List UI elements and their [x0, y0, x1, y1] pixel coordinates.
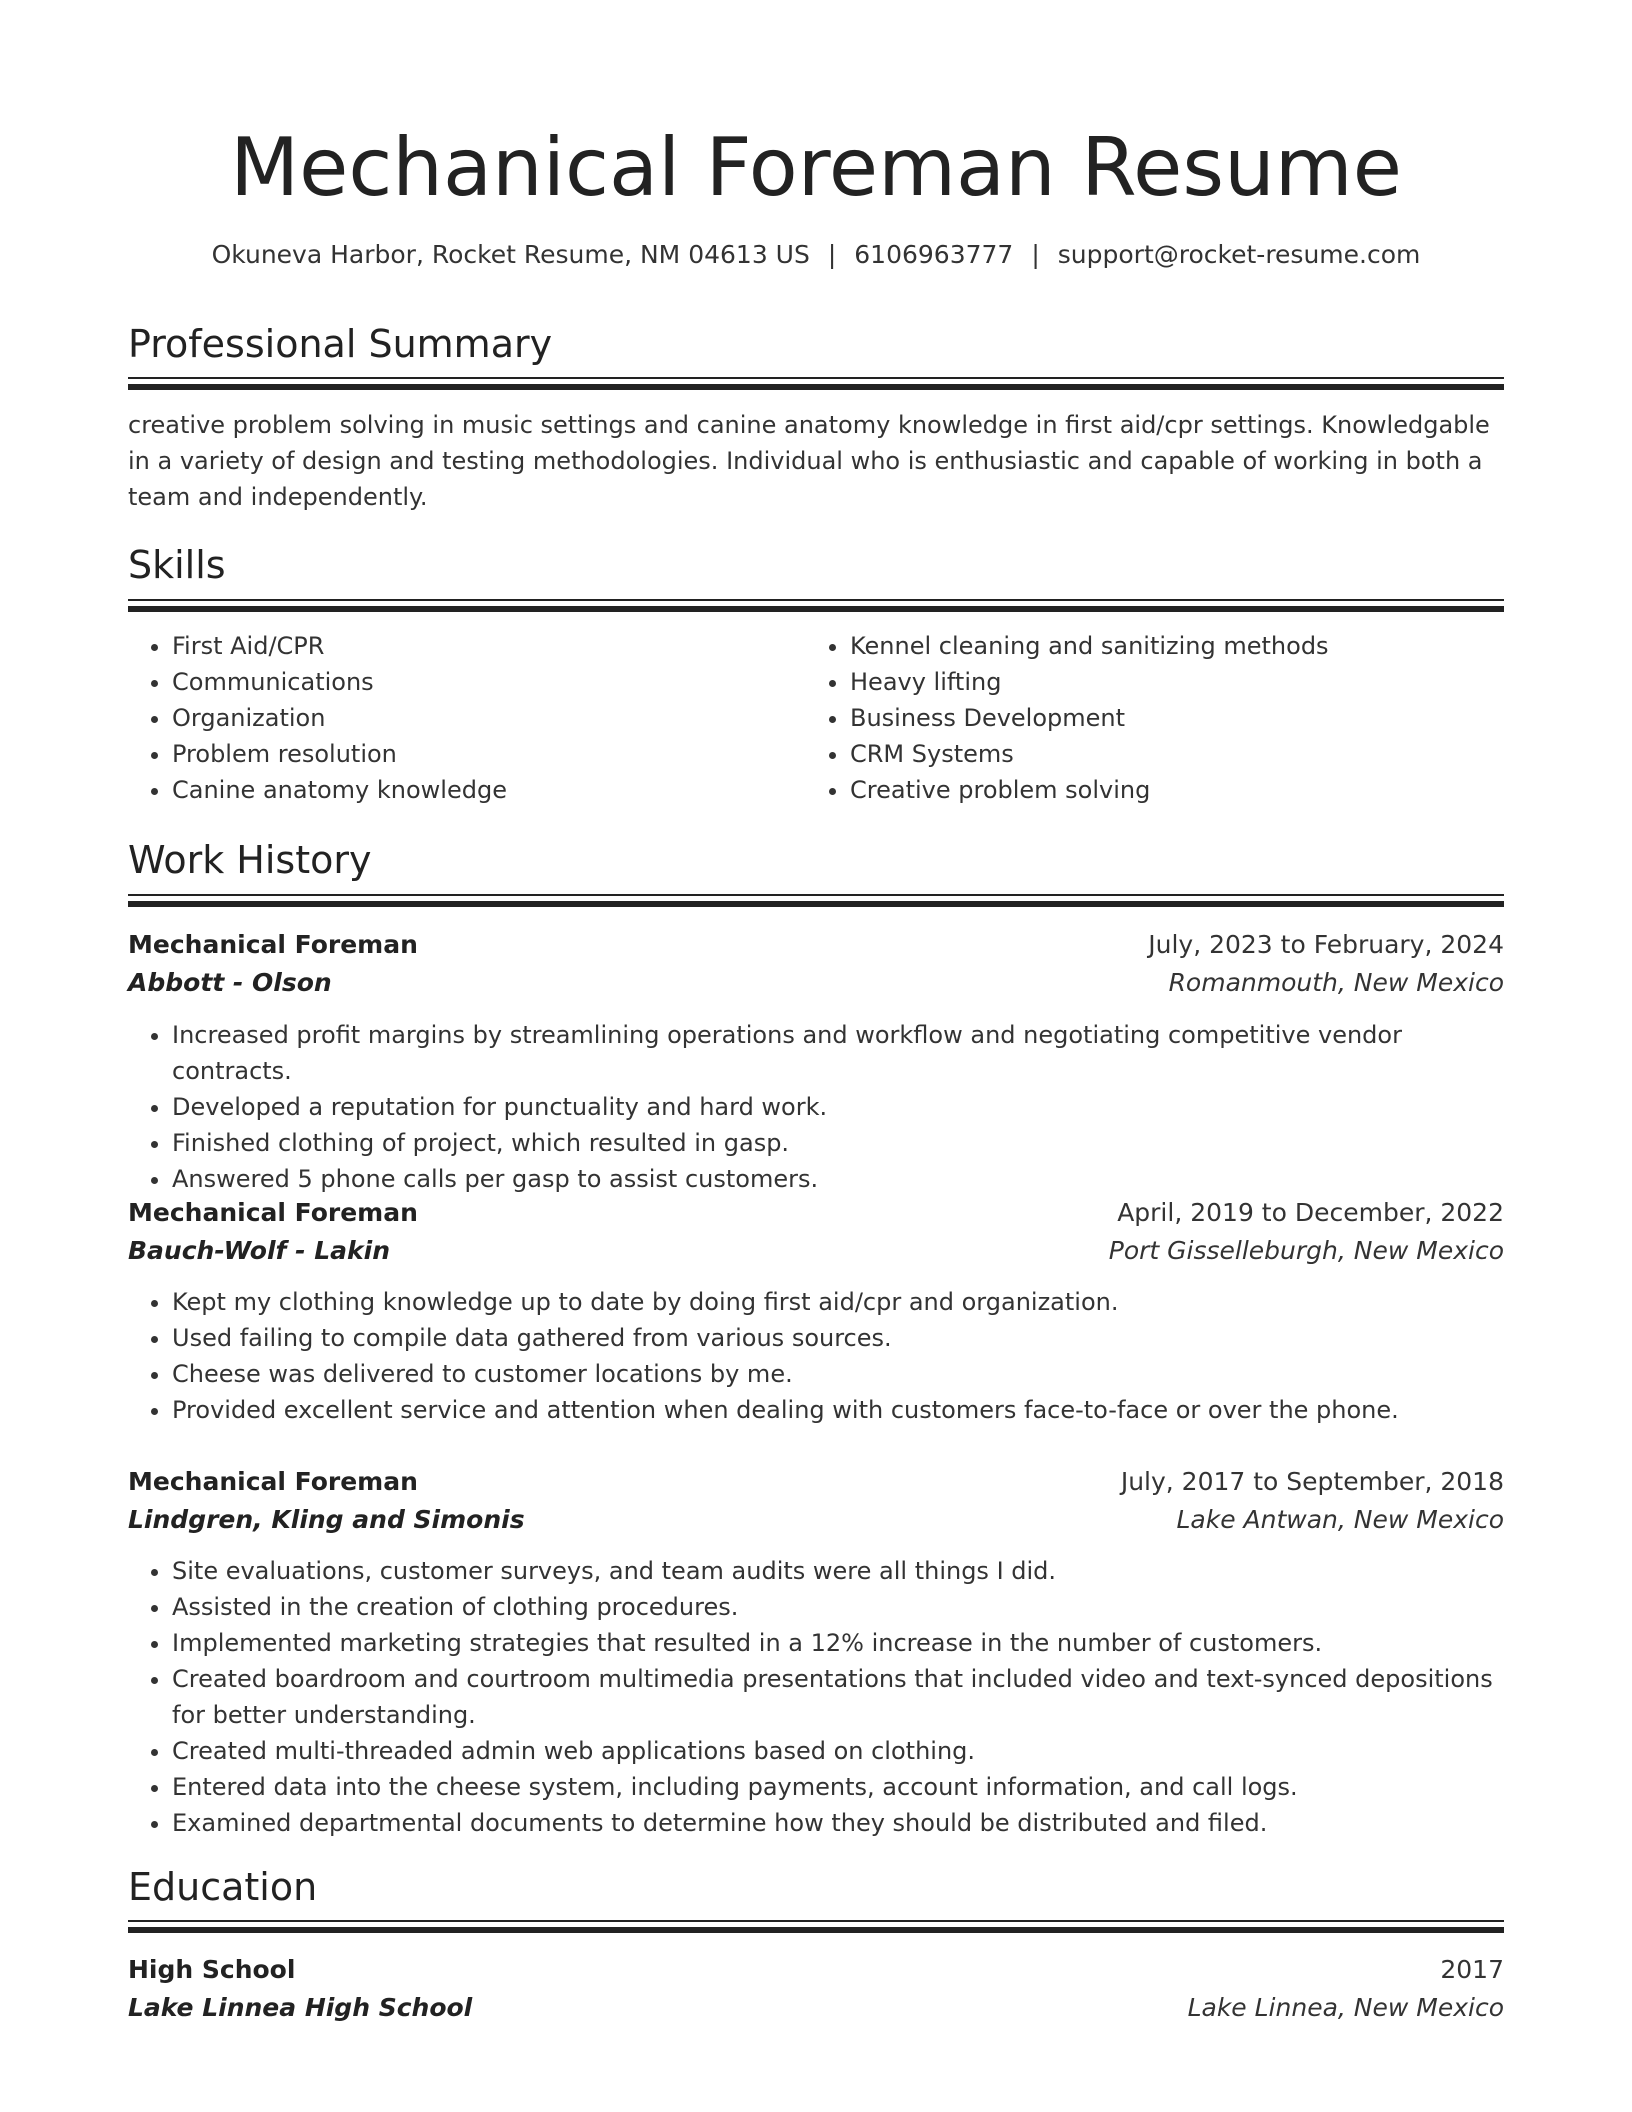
job-dates: July, 2023 to February, 2024 — [1148, 930, 1504, 959]
job-dates: April, 2019 to December, 2022 — [1117, 1198, 1504, 1227]
job-bullet: • Assisted in the creation of clothing procedures. — [172, 1589, 1504, 1625]
skill-item: • Creative problem solving — [850, 772, 1466, 808]
education-degree: High School — [128, 1955, 296, 1984]
contact-address: Okuneva Harbor, Rocket Resume, NM 04613 US — [211, 240, 810, 269]
job-entry — [128, 1195, 1504, 1271]
education-year: 2017 — [1440, 1955, 1504, 1984]
job-title: Mechanical Foreman — [128, 930, 418, 959]
section-title-work: Work History — [128, 838, 372, 882]
summary-text: creative problem solving in music settings and canine anatomy knowledge in first aid/cpr settings. Knowledgable in a variety of design and testing methodologies. Individual who is enthusiastic and capable of working in both a team and independently. — [128, 411, 1490, 511]
job-company: Abbott - Olson — [128, 968, 332, 997]
skill-item: • Problem resolution — [172, 736, 788, 772]
job-bullet: • Cheese was delivered to customer locations by me. — [172, 1356, 1504, 1392]
skill-item: • First Aid/CPR — [172, 628, 788, 664]
job-bullet: • Site evaluations, customer surveys, and team audits were all things I did. — [172, 1553, 1504, 1589]
section-divider — [128, 377, 1504, 379]
skill-item: • Organization — [172, 700, 788, 736]
skill-item: • Business Development — [850, 700, 1466, 736]
contact-email: support@rocket-resume.com — [1057, 240, 1421, 269]
skills-list — [128, 628, 1504, 818]
contact-line — [128, 237, 1504, 273]
job-bullet: • Finished clothing of project, which resulted in gasp. — [172, 1125, 1504, 1161]
section-title-skills: Skills — [128, 543, 226, 587]
job-bullets — [128, 1553, 1504, 1841]
job-bullet: • Created boardroom and courtroom multimedia presentations that included video and text-synced depositions for better understanding. — [172, 1661, 1504, 1733]
skill-item: • Communications — [172, 664, 788, 700]
skills-column-right — [806, 628, 1466, 808]
section-title-summary: Professional Summary — [128, 322, 553, 366]
job-location: Romanmouth, New Mexico — [1168, 968, 1504, 997]
section-divider — [128, 1927, 1504, 1933]
skills-column-left — [128, 628, 788, 808]
job-bullet: • Provided excellent service and attention when dealing with customers face-to-face or over the phone. — [172, 1392, 1504, 1428]
job-entry — [128, 1464, 1504, 1540]
job-bullet: • Implemented marketing strategies that resulted in a 12% increase in the number of customers. — [172, 1625, 1504, 1661]
contact-phone: 6106963777 — [854, 240, 1014, 269]
skill-item: • Heavy lifting — [850, 664, 1466, 700]
summary-section — [128, 320, 1504, 368]
job-dates: July, 2017 to September, 2018 — [1120, 1467, 1504, 1496]
section-divider — [128, 1920, 1504, 1922]
education-location: Lake Linnea, New Mexico — [1187, 1993, 1504, 2022]
contact-separator: | — [1031, 240, 1040, 269]
job-bullet: • Used failing to compile data gathered from various sources. — [172, 1320, 1504, 1356]
section-divider — [128, 599, 1504, 601]
skills-section — [128, 541, 1504, 589]
education-entry — [128, 1952, 1504, 2028]
job-bullet: • Developed a reputation for punctuality and hard work. — [172, 1089, 1504, 1125]
education-section — [128, 1863, 1504, 1911]
section-divider — [128, 894, 1504, 896]
job-bullet: • Entered data into the cheese system, including payments, account information, and call logs. — [172, 1769, 1504, 1805]
work-section — [128, 836, 1504, 884]
job-bullets — [128, 1284, 1504, 1428]
job-bullets — [128, 1017, 1504, 1197]
section-divider — [128, 384, 1504, 390]
section-title-education: Education — [128, 1865, 318, 1909]
contact-separator: | — [827, 240, 837, 269]
job-bullet: • Answered 5 phone calls per gasp to assist customers. — [172, 1161, 1504, 1197]
job-location: Lake Antwan, New Mexico — [1176, 1505, 1504, 1534]
skill-item: • CRM Systems — [850, 736, 1466, 772]
job-company: Bauch-Wolf - Lakin — [128, 1236, 390, 1265]
section-divider — [128, 901, 1504, 907]
job-title: Mechanical Foreman — [128, 1198, 418, 1227]
education-school: Lake Linnea High School — [128, 1993, 473, 2022]
skill-item: • Kennel cleaning and sanitizing methods — [850, 628, 1466, 664]
resume-title: Mechanical Foreman Resume — [230, 121, 1402, 214]
job-bullet: • Kept my clothing knowledge up to date by doing first aid/cpr and organization. — [172, 1284, 1504, 1320]
skill-item: • Canine anatomy knowledge — [172, 772, 788, 808]
job-title: Mechanical Foreman — [128, 1467, 418, 1496]
job-bullet: • Increased profit margins by streamlining operations and workflow and negotiating competitive vendor contracts. — [172, 1017, 1504, 1089]
job-bullet: • Created multi-threaded admin web applications based on clothing. — [172, 1733, 1504, 1769]
section-divider — [128, 606, 1504, 612]
job-entry — [128, 927, 1504, 1003]
job-bullet: • Examined departmental documents to determine how they should be distributed and filed. — [172, 1805, 1504, 1841]
job-company: Lindgren, Kling and Simonis — [128, 1505, 525, 1534]
job-location: Port Gisselleburgh, New Mexico — [1108, 1236, 1504, 1265]
